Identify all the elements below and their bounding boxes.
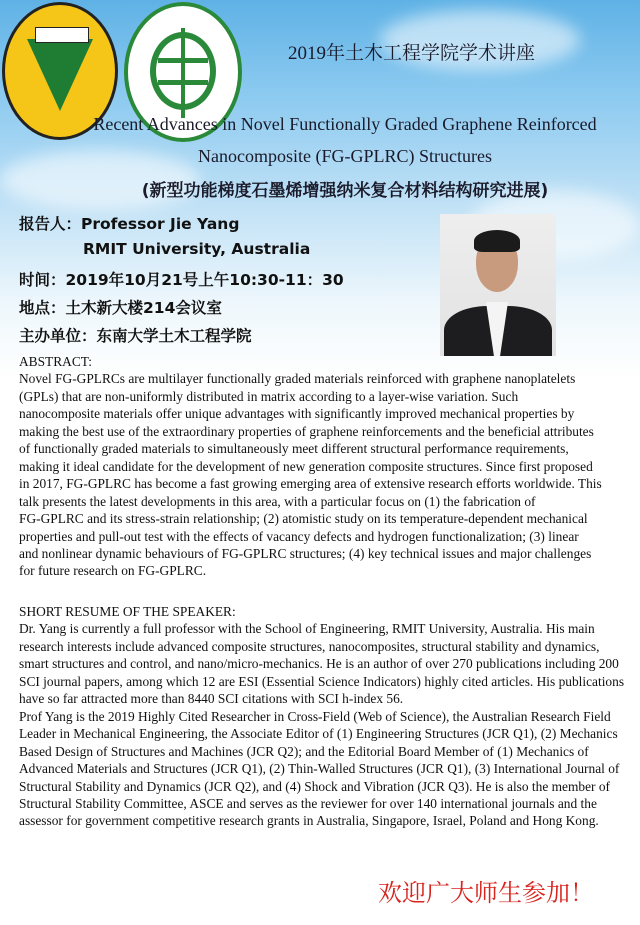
abstract-line: making the best use of the extraordinary properties of graphene reinforcements and the beneficial attributes bbox=[19, 423, 594, 439]
speaker-photo bbox=[440, 214, 556, 356]
abstract-line: Novel FG-GPLRCs are multilayer functionally graded materials reinforced with graphene nanoplatelets bbox=[19, 371, 576, 387]
abstract-body bbox=[19, 370, 602, 579]
abstract-line: of functionally graded materials to simultaneously meet different structural performance requirements, bbox=[19, 441, 569, 457]
resume-line: Prof Yang is the 2019 Highly Cited Researcher in Cross-Field (Web of Science), the Australian Research Field bbox=[19, 708, 611, 724]
affiliation: RMIT University, Australia bbox=[83, 240, 311, 258]
talk-title-cn: (新型功能梯度石墨烯增强纳米复合材料结构研究进展) bbox=[141, 181, 549, 201]
abstract-line: properties and pull-out test with the effects of vacancy defects and hydrogen functionalization; (3) linear bbox=[19, 528, 579, 544]
speaker: 报告人：Professor Jie Yang bbox=[19, 215, 240, 233]
resume-line: SCI journal papers, among which 12 are ESI (Essential Science Indicators) highly cited articles. His publications bbox=[19, 673, 625, 689]
abstract-line: and nonlinear dynamic behaviours of FG-GPLRC structures; (4) key technical issues and major challenges bbox=[19, 545, 592, 561]
resume-body bbox=[19, 620, 624, 829]
resume-line: assessor for government competitive research grants in Australia, Singapore, Israel, Poland and Hong Kong. bbox=[19, 813, 599, 829]
talk-title-en-line2: Nanocomposite (FG-GPLRC) Structures bbox=[198, 146, 492, 166]
abstract-line: (GPLs) that are non-uniformly distributed in matrix according to a layer-wise variation. Such bbox=[19, 388, 519, 404]
resume-line: smart structures and control, and nano/micro-mechanics. He is an author of over 270 publications including 200 bbox=[19, 656, 619, 672]
resume-line: Structural Stability and Dynamics (JCR Q2), and (4) Shock and Vibration (JCR Q3). He is also the member of bbox=[19, 778, 611, 794]
resume-line: Leader in Mechanical Engineering, the Associate Editor of (1) Engineering Structures (JCR Q1), (2) Mechanics bbox=[19, 726, 618, 742]
abstract-line: making it ideal candidate for the development of new generation composite structures. Since first proposed bbox=[19, 458, 593, 474]
talk-title-en-line1: Recent Advances in Novel Functionally Graded Graphene Reinforced bbox=[93, 114, 597, 134]
resume-heading: SHORT RESUME OF THE SPEAKER: bbox=[19, 604, 236, 619]
abstract-section bbox=[19, 353, 602, 580]
resume-line: Advanced Materials and Structures (JCR Q1), (2) Thin-Walled Structures (JCR Q1), (3) International Journal of bbox=[19, 761, 620, 777]
abstract-line: for future research on FG-GPLRC. bbox=[19, 563, 207, 579]
organizer: 主办单位：东南大学土木工程学院 bbox=[19, 327, 252, 345]
welcome-message: 欢迎广大师生参加！ bbox=[378, 879, 594, 907]
abstract-line: talk presents the latest developments in this area, with a particular focus on (1) the fabrication of bbox=[19, 493, 536, 509]
abstract-line: nanocomposite materials offer unique advantages with significantly improved mechanical properties by bbox=[19, 406, 575, 422]
resume-line: Dr. Yang is currently a full professor with the School of Engineering, RMIT University, Australia. His main bbox=[19, 621, 595, 637]
abstract-line: FG-GPLRC and its stress-strain relationship; (2) atomistic study on its temperature-dependent mechanical bbox=[19, 511, 588, 527]
resume-line: research interests include advanced composite structures, nanocomposites, structural stability and dynamics, bbox=[19, 638, 600, 654]
location: 地点：土木新大楼214会议室 bbox=[19, 299, 222, 317]
resume-section bbox=[19, 603, 624, 830]
resume-line: Structural Stability Committee, ASCE and serves as the reviewer for over 140 international journals and the bbox=[19, 795, 597, 811]
abstract-line: in 2017, FG-GPLRC has become a fast growing emerging area of extensive research efforts worldwide. This bbox=[19, 476, 602, 492]
abstract-heading: ABSTRACT: bbox=[19, 354, 92, 369]
time: 时间：2019年10月21号上午10:30-11：30 bbox=[19, 271, 344, 289]
resume-line: have so far attracted more than 8440 SCI citations with SCI h-index 56. bbox=[19, 691, 404, 707]
resume-line: Based Design of Structures and Machines (JCR Q2); and the Editorial Board Member of (1) Mechanics of bbox=[19, 743, 589, 759]
lecture-series-title: 2019年土木工程学院学术讲座 bbox=[288, 43, 536, 64]
